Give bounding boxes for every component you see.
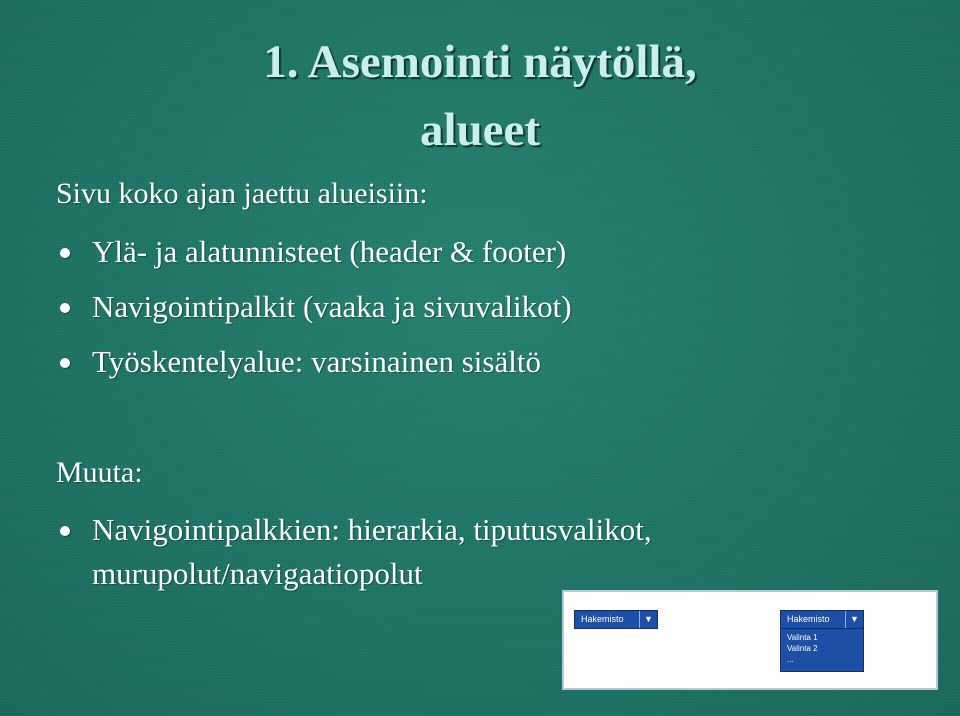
dropdown-options-list bbox=[780, 628, 864, 672]
dropdown-open[interactable] bbox=[780, 610, 864, 629]
section-1-bullet-list bbox=[60, 224, 572, 389]
title-line-2: alueet bbox=[419, 104, 541, 156]
bullet-item bbox=[60, 224, 572, 279]
dropdown-demo-image bbox=[562, 590, 938, 690]
bullet-item bbox=[60, 334, 572, 389]
title-line-1: 1. Asemointi näytöllä, bbox=[263, 36, 697, 88]
chevron-down-icon[interactable]: ▼ bbox=[845, 611, 863, 628]
dropdown-closed-label: Hakemisto bbox=[581, 614, 624, 624]
bullet-text-line-2: murupolut/navigaatiopolut bbox=[92, 556, 423, 591]
bullet-text: Työskentelyalue: varsinainen sisältö bbox=[92, 344, 541, 379]
bullet-text-line-1: Navigointipalkkien: hierarkia, tiputusvalikot, bbox=[92, 512, 652, 547]
bullet-text: Navigointipalkit (vaaka ja sivuvalikot) bbox=[92, 289, 572, 324]
bullet-icon bbox=[60, 303, 70, 313]
bullet-icon bbox=[60, 526, 70, 536]
section-2-bullet-list bbox=[60, 508, 652, 596]
bullet-icon bbox=[60, 248, 70, 258]
slide-title bbox=[0, 28, 960, 164]
dropdown-option[interactable]: Valinta 1 bbox=[787, 633, 818, 642]
bullet-item bbox=[60, 508, 652, 596]
dropdown-open-label: Hakemisto bbox=[787, 614, 830, 624]
dropdown-option[interactable]: ... bbox=[787, 655, 794, 664]
chevron-down-icon[interactable]: ▼ bbox=[639, 611, 657, 628]
bullet-item bbox=[60, 279, 572, 334]
dropdown-option[interactable]: Valinta 2 bbox=[787, 644, 818, 653]
bullet-icon bbox=[60, 358, 70, 368]
section-2-heading: Muuta: bbox=[56, 456, 143, 489]
bullet-text: Ylä- ja alatunnisteet (header & footer) bbox=[92, 234, 567, 269]
dropdown-closed[interactable] bbox=[574, 610, 658, 629]
section-1-heading: Sivu koko ajan jaettu alueisiin: bbox=[56, 177, 428, 210]
